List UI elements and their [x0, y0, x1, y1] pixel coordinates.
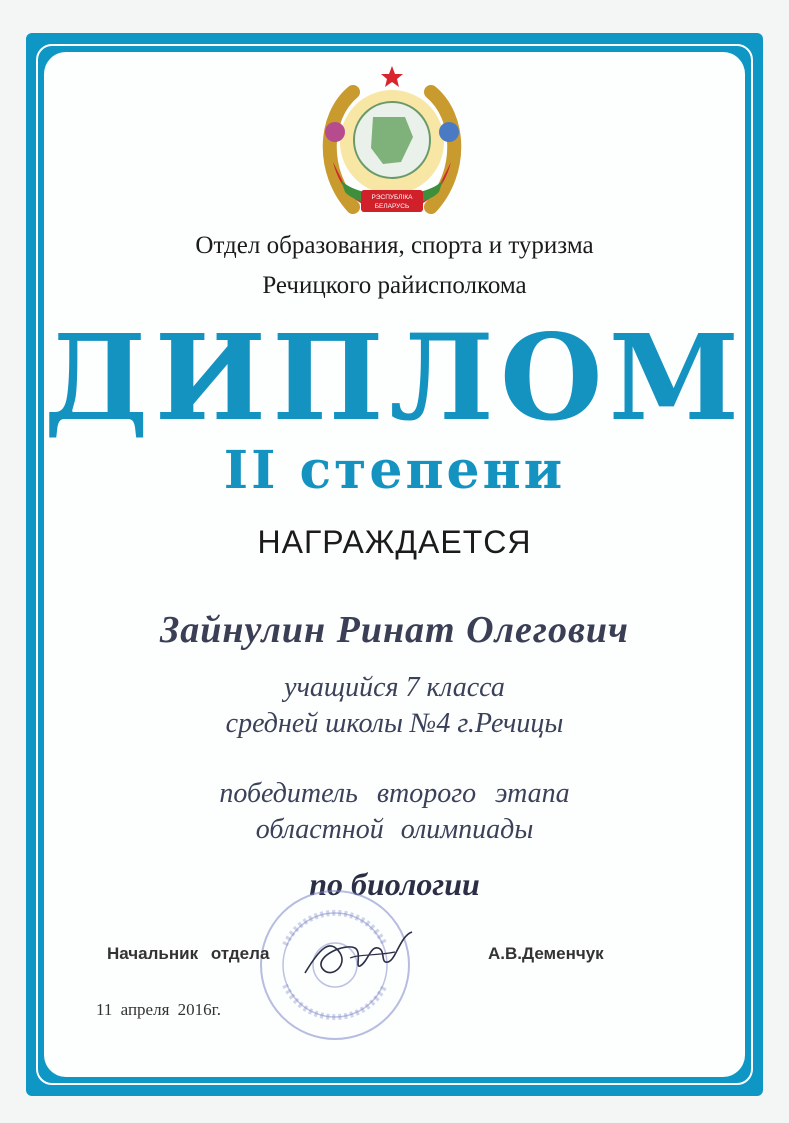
emblem-ribbon-text-1: РЭСПУБЛІКА: [371, 194, 413, 201]
signatory-name: А.В.Деменчук: [488, 944, 604, 963]
recipient-school: средней школы №4 г.Речицы: [225, 708, 564, 739]
organization-line-2: Речицкого райисполкома: [262, 272, 527, 299]
signature-icon: [300, 918, 420, 988]
recipient-name: Зайнулин Ринат Олегович: [159, 609, 630, 651]
diploma-title: ДИПЛОМ: [43, 308, 746, 447]
diploma-degree: II степени: [223, 440, 566, 501]
recipient-grade: учащийся 7 класса: [284, 672, 505, 703]
achievement-line-2: областной олимпиады: [255, 814, 534, 845]
olympiad-subject: по биологии: [309, 866, 480, 902]
awarded-label: НАГРАЖДАЕТСЯ: [257, 524, 532, 560]
emblem-ribbon-text-2: БЕЛАРУСЬ: [374, 203, 410, 210]
signatory-role: Начальник отдела: [107, 944, 270, 963]
achievement-line-1: победитель второго этапа: [219, 778, 570, 809]
issue-date: 11 апреля 2016г.: [96, 1000, 221, 1019]
organization-line-1: Отдел образования, спорта и туризма: [195, 232, 594, 259]
belarus-coat-of-arms-icon: [313, 62, 471, 227]
